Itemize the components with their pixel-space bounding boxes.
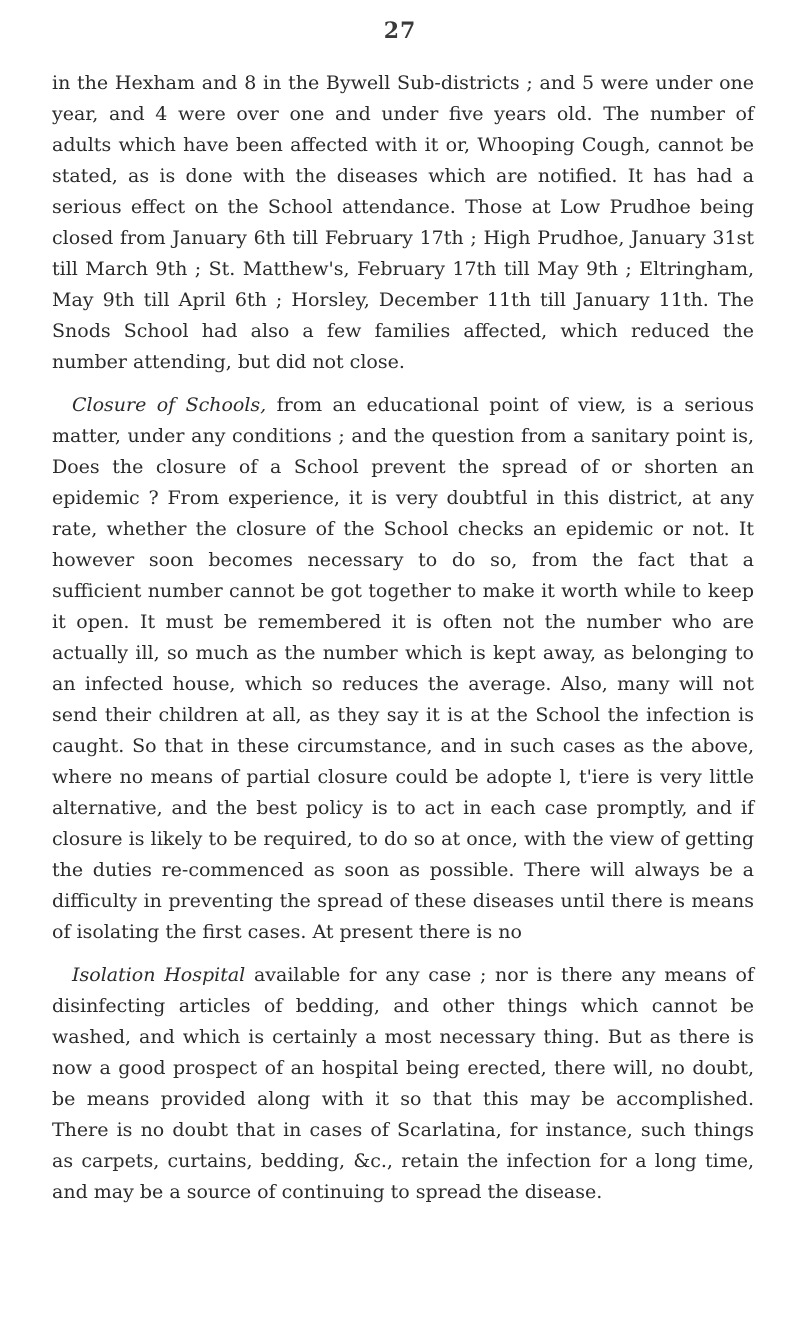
paragraph-closure-of-schools [52, 390, 754, 948]
paragraph-isolation-hospital [52, 960, 754, 1208]
isolation-hospital-heading: Isolation Hospital [72, 964, 246, 986]
closure-of-schools-heading: Closure of Schools, [72, 394, 267, 416]
closure-of-schools-body: from an educational point of view, is a serious matter, under any conditions ; and the question from a sanitary point is, Does the closure of a School prevent the spread of or shorten an epidemic ? From experience, it is very doubtful in this district, at any rate, whether the closure of the School checks an epidemic or not. It however soon becomes necessary to do so, from the fact that a sufficient number cannot be got together to make it worth while to keep it open. It must be remembered it is often not the number who are actually ill, so much as the number which is kept away, as belonging to an infected house, which so reduces the average. Also, many will not send their children at all, as they say it is at the School the infection is caught. So that in these circumstance, and in such cases as the above, where no means of partial closure could be adopte l, t'iere is very little alternative, and the best policy is to act in each case promptly, and if closure is likely to be required, to do so at once, with the view of getting the duties re-commenced as soon as possible. There will always be a difficulty in preventing the spread of these diseases until there is means of isolating the first cases. At present there is no [52, 394, 754, 943]
body-text [52, 68, 754, 1208]
isolation-hospital-body: available for any case ; nor is there any means of disinfecting articles of bedding, and other things which cannot be washed, and which is certainly a most necessary thing. But as there is now a good prospect of an hospital being erected, there will, no doubt, be means provided along with it so that this may be accomplished. There is no doubt that in cases of Scarlatina, for instance, such things as carpets, curtains, bedding, &c., retain the infection for a long time, and may be a source of continuing to spread the disease. [52, 964, 754, 1203]
paragraph-whooping-cough: in the Hexham and 8 in the Bywell Sub-districts ; and 5 were under one year, and 4 were over one and under five years old. The number of adults which have been affected with it or, Whooping Cough, cannot be stated, as is done with the diseases which are notified. It has had a serious effect on the School attendance. Those at Low Prudhoe being closed from January 6th till February 17th ; High Prudhoe, January 31st till March 9th ; St. Matthew's, February 17th till May 9th ; Eltringham, May 9th till April 6th ; Horsley, December 11th till January 11th. The Snods School had also a few families affected, which reduced the number attending, but did not close. [52, 72, 754, 373]
page-number: 27 [383, 18, 417, 44]
